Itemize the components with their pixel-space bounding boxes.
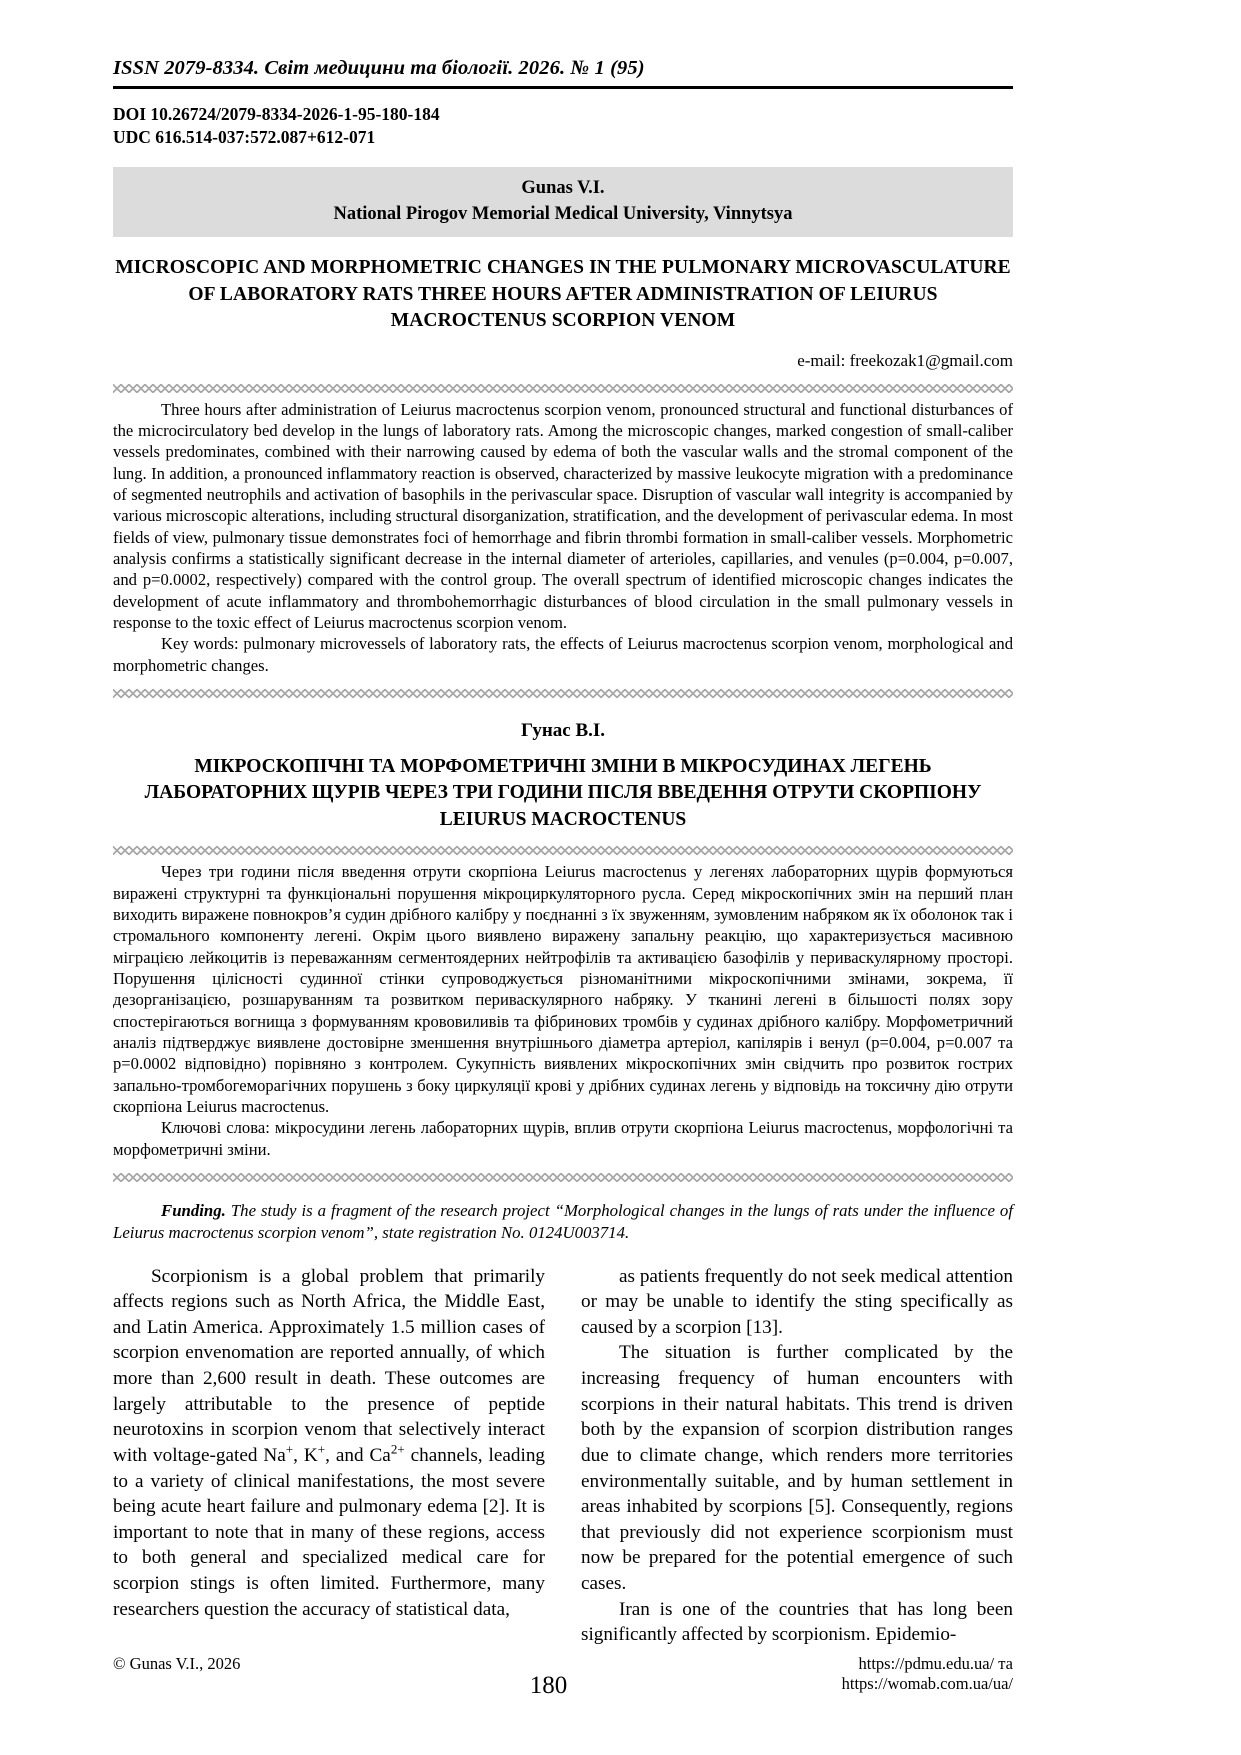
- copyright-line: © Gunas V.I., 2026: [113, 1654, 241, 1673]
- identifier-block: [113, 103, 1013, 149]
- running-head-rule: [113, 86, 1013, 89]
- author-affiliation-band: [113, 167, 1013, 238]
- body-column-left: [113, 1264, 545, 1648]
- abstract-uk: Через три години після введення отрути скорпіона Leiurus macroctenus у легенях лабораторних щурів формуються виражені структурні та функціональні порушення мікроциркуляторного русла. Серед мікроскопічних змін на перший план виходить виражене повнокров’я судин дрібного калібру у поєднанні з їх звуженням, зумовленим набряком як їх оболонок так і стромального компоненту легені. Окрім цього виявлено виражену запальну реакцію, що характеризується масивною міграцією лейкоцитів із переважанням сегментоядерних нейтрофілів та активацією базофілів у периваскулярному просторі. Порушення цілісності судинної стінки супроводжується різноманітними мікроскопічними змінами, зокрема, її дезорганізацією, розшаруванням та розвитком периваскулярного набряку. У тканині легені в більшості полях зору спостерігаються вогнища з формуванням крововиливів та фібринових тромбів у судинах дрібного калібру. Морфометричний аналіз підтверджує виявлене достовірне зменшення внутрішнього діаметра артеріол, капілярів і венул (р=0.004, р=0.007 та р=0.0002 відповідно) порівняно з контролем. Сукупність виявлених мікроскопічних змін свідчить про розвиток гострих запально-тромбогеморагічних порушень з боку циркуляції крові у дрібних судинах легень у відповідь на токсичну дію отрути скорпіона Leiurus macroctenus.: [113, 862, 1013, 1116]
- body-column-right: [581, 1264, 1013, 1648]
- body-paragraph: [113, 1264, 545, 1623]
- keywords-uk: [113, 1117, 1013, 1160]
- funding-label: Funding.: [161, 1200, 226, 1220]
- zigzag-divider-bottom: [113, 1170, 1013, 1182]
- udc-line: UDC 616.514-037:572.087+612-071: [113, 126, 376, 147]
- running-head: ISSN 2079-8334. Світ медицини та біології. 2026. № 1 (95): [113, 57, 645, 79]
- zigzag-divider-top: [113, 381, 1013, 393]
- article-title-en: MICROSCOPIC AND MORPHOMETRIC CHANGES IN THE PULMONARY MICROVASCULATURE OF LABORATORY RATS THREE HOURS AFTER ADMINISTRATION OF LEIURUS MACROCTENUS SCORPION VENOM: [115, 257, 1011, 332]
- keywords-en-text: pulmonary microvessels of laboratory rats, the effects of Leiurus macroctenus scorpion venom, morphological and morphometric changes.: [113, 634, 1013, 675]
- keywords-en: [113, 633, 1013, 676]
- funding-note: [113, 1200, 1013, 1244]
- body-paragraph: The situation is further complicated by the increasing frequency of human encounters with scorpions in their natural habitats. This trend is driven both by the expansion of scorpion distribution ranges due to climate change, which renders more territories environmentally suitable, and by human settlement in areas inhabited by scorpions [5]. Consequently, regions that previously did not experience scorpionism must now be prepared for the potential emergence of such cases.: [581, 1342, 1013, 1594]
- author-name-en: Gunas V.I.: [521, 177, 605, 198]
- body-paragraph: Iran is one of the countries that has long been significantly affected by scorpionism. Epidemio-: [581, 1598, 1013, 1646]
- keywords-en-label: Key words:: [161, 634, 239, 654]
- keywords-uk-label: Ключові слова: [161, 1118, 266, 1138]
- funding-text: The study is a fragment of the research project “Morphological changes in the lungs of rats under the influence of Leiurus macroctenus scorpion venom”, state registration No. 0124U003714.: [113, 1200, 1013, 1242]
- abstract-en: Three hours after administration of Leiurus macroctenus scorpion venom, pronounced structural and functional disturbances of the microcirculatory bed develop in the lungs of laboratory rats. Among the microscopic changes, marked congestion of small-caliber vessels predominates, combined with their narrowing caused by edema of both the vascular walls and the stromal component of the lung. In addition, a pronounced inflammatory reaction is observed, characterized by massive leukocyte migration with a predominance of segmented neutrophils and activation of basophils in the perivascular space. Disruption of vascular wall integrity is accompanied by various microscopic alterations, including structural disorganization, stratification, and the development of perivascular edema. In most fields of view, pulmonary tissue demonstrates foci of hemorrhage and fibrin thrombi formation in small-caliber vessels. Morphometric analysis confirms a statistically significant decrease in the internal diameter of arterioles, capillaries, and venules (p=0.004, p=0.007, and p=0.0002, respectively) compared with the control group. The overall spectrum of identified microscopic changes indicates the development of acute inflammatory and thrombohemorrhagic disturbances of blood circulation in the small pulmonary vessels in response to the toxic effect of Leiurus macroctenus scorpion venom.: [113, 399, 1013, 632]
- keywords-uk-text: : мікросудини легень лабораторних щурів, вплив отрути скорпіона Leiurus macroctenus, морфологічні та морфометричні зміни.: [113, 1118, 1013, 1159]
- page-footer: [113, 1654, 1013, 1700]
- article-page: [113, 0, 1013, 1755]
- contact-email: e-mail: freekozak1@gmail.com: [797, 350, 1013, 370]
- body-paragraph: as patients frequently do not seek medical attention or may be unable to identify the sting specifically as caused by a scorpion [13].: [581, 1265, 1013, 1338]
- body-paragraph-text-1: Scorpionism is a global problem that primarily affects regions such as North Africa, the Middle East, and Latin America. Approximately 1.5 million cases of scorpion envenomation are reported annually, of which more than 2,600 result in death. These outcomes are largely attributable to the presence of peptide neurotoxins in scorpion venom that selectively interact with voltage-gated Na+, K+, and $Ca^{2+}$ channels, leading to a variety of clinical manifestations, the most severe being acute heart failure and pulmonary edema [2]. It is important to note that in many of these regions, access to both general and specialized medical care for scorpion stings is often limited. Furthermore, many researchers question the accuracy of statistical data,: [113, 1265, 546, 1620]
- journal-urls: https://pdmu.edu.ua/ та https://womab.com.ua/ua/: [841, 1654, 1014, 1693]
- page-number: 180: [529, 1672, 568, 1699]
- affiliation-en: National Pirogov Memorial Medical University, Vinnytsya: [333, 204, 793, 225]
- author-name-uk: Гунас В.І.: [520, 719, 606, 741]
- zigzag-divider-middle: [113, 686, 1013, 698]
- doi-line: DOI 10.26724/2079-8334-2026-1-95-180-184: [113, 103, 440, 124]
- zigzag-divider-uk: [113, 843, 1013, 855]
- article-title-uk: МІКРОСКОПІЧНІ ТА МОРФОМЕТРИЧНІ ЗМІНИ В МІКРОСУДИНАХ ЛЕГЕНЬ ЛАБОРАТОРНИХ ЩУРІВ ЧЕРЕЗ ТРИ ГОДИНИ ПІСЛЯ ВВЕДЕННЯ ОТРУТИ СКОРПІОНУ LEIURUS MACROCTENUS: [144, 755, 982, 830]
- body-columns: [113, 1264, 1013, 1648]
